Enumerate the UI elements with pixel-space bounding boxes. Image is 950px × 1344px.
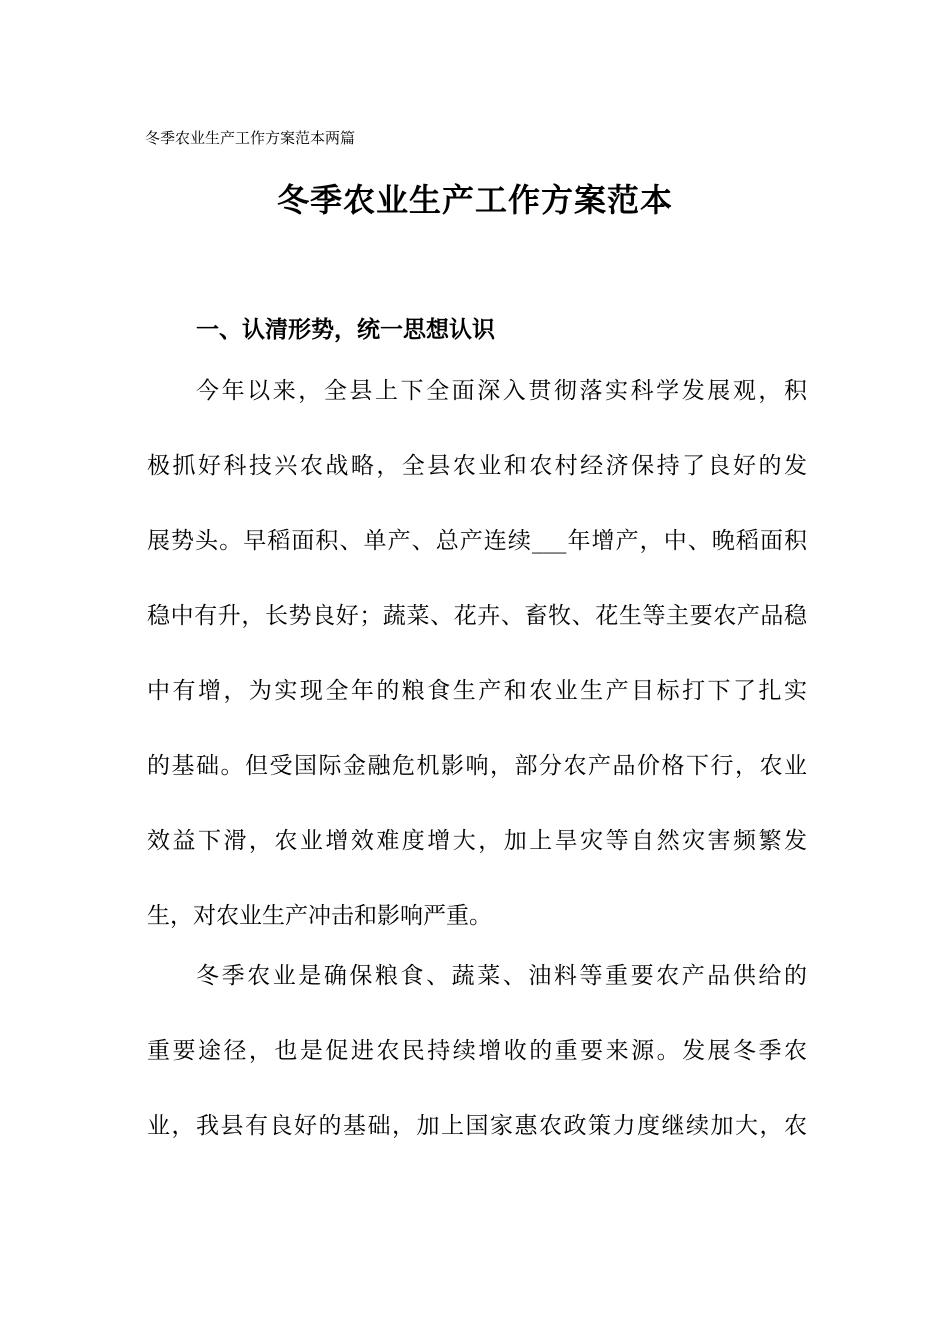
paragraph-2-line-1: 冬季农业是确保粮食、蔬菜、油料等重要农产品供给的 [196,963,807,989]
paragraph-1-line-1: 今年以来，全县上下全面深入贯彻落实科学发展观，积 [196,378,807,404]
running-header: 冬季农业生产工作方案范本两篇 [145,129,356,147]
paragraph-1-line-7: 效益下滑，农业增效难度增大，加上旱灾等自然灾害频繁发 [147,828,807,854]
paragraph-1-line-3: 展势头。早稻面积、单产、总产连续___年增产，中、晚稻面积 [147,528,807,554]
document-title: 冬季农业生产工作方案范本 [276,181,673,219]
paragraph-1-line-6: 的基础。但受国际金融危机影响，部分农产品价格下行，农业 [147,753,807,779]
section-heading: 一、认清形势，统一思想认识 [196,317,495,343]
paragraph-2-line-3: 业，我县有良好的基础，加上国家惠农政策力度继续加大，农 [147,1113,807,1139]
paragraph-1-line-4: 稳中有升，长势良好；蔬菜、花卉、畜牧、花生等主要农产品稳 [147,603,807,629]
paragraph-1-line-2: 极抓好科技兴农战略，全县农业和农村经济保持了良好的发 [147,453,807,479]
paragraph-2-line-2: 重要途径，也是促进农民持续增收的重要来源。发展冬季农 [147,1038,807,1064]
paragraph-1-line-8: 生，对农业生产冲击和影响严重。 [147,903,492,929]
paragraph-1-line-5: 中有增，为实现全年的粮食生产和农业生产目标打下了扎实 [147,678,807,704]
